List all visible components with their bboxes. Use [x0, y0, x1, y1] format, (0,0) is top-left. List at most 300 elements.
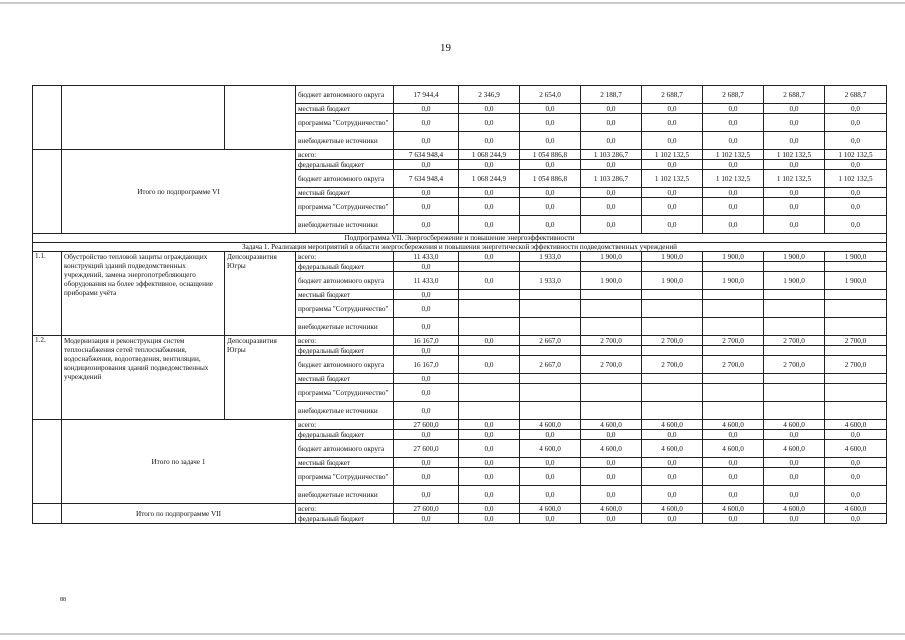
value-cell: 0,0	[642, 216, 703, 234]
value-cell: 0,0	[703, 114, 764, 132]
table-row	[33, 150, 887, 160]
empty-cell	[703, 290, 764, 300]
value-cell: 0,0	[764, 132, 825, 150]
value-cell: 0,0	[394, 104, 459, 114]
value-cell: 0,0	[642, 486, 703, 504]
value-cell: 0,0	[394, 300, 459, 318]
value-cell: 0,0	[459, 356, 520, 374]
value-cell: 0,0	[825, 216, 887, 234]
source-label: местный бюджет	[296, 188, 394, 198]
value-cell: 4 600,0	[520, 504, 581, 514]
value-cell: 0,0	[703, 132, 764, 150]
table-row	[33, 234, 887, 243]
value-cell: 0,0	[394, 132, 459, 150]
value-cell: 0,0	[394, 346, 459, 356]
empty-cell	[581, 318, 642, 336]
value-cell: 2 654,0	[520, 86, 581, 104]
empty-cell	[703, 300, 764, 318]
value-cell: 0,0	[520, 104, 581, 114]
value-cell: 1 900,0	[581, 272, 642, 290]
value-cell: 0,0	[394, 384, 459, 402]
value-cell: 0,0	[703, 468, 764, 486]
empty-cell	[459, 300, 520, 318]
scan-edge-bottom	[0, 633, 905, 635]
value-cell: 4 600,0	[520, 440, 581, 458]
empty-cell	[581, 290, 642, 300]
value-cell: 0,0	[394, 318, 459, 336]
value-cell: 1 054 886,8	[520, 170, 581, 188]
value-cell: 17 944,4	[394, 86, 459, 104]
value-cell: 1 900,0	[703, 252, 764, 262]
value-cell: 2 700,0	[764, 356, 825, 374]
value-cell: 2 667,0	[520, 336, 581, 346]
value-cell: 0,0	[459, 336, 520, 346]
value-cell: 0,0	[459, 430, 520, 440]
empty-cell	[642, 318, 703, 336]
cell-code	[33, 86, 62, 150]
value-cell: 4 600,0	[520, 420, 581, 430]
source-label: внебюджетные источники	[296, 216, 394, 234]
value-cell: 27 600,0	[394, 504, 459, 514]
source-label: местный бюджет	[296, 290, 394, 300]
value-cell: 0,0	[764, 430, 825, 440]
value-cell: 2 688,7	[703, 86, 764, 104]
source-label: бюджет автономного округа	[296, 86, 394, 104]
source-label: всего:	[296, 252, 394, 262]
empty-cell	[459, 384, 520, 402]
cell-title	[62, 86, 225, 150]
value-cell: 0,0	[825, 104, 887, 114]
value-cell: 0,0	[459, 504, 520, 514]
value-cell: 0,0	[703, 458, 764, 468]
value-cell: 1 900,0	[825, 252, 887, 262]
value-cell: 0,0	[642, 104, 703, 114]
value-cell: 0,0	[581, 486, 642, 504]
empty-cell	[520, 262, 581, 272]
value-cell: 2 688,7	[642, 86, 703, 104]
empty-cell	[520, 300, 581, 318]
empty-cell	[642, 290, 703, 300]
value-cell: 0,0	[703, 486, 764, 504]
financing-table	[32, 85, 887, 524]
empty-cell	[764, 262, 825, 272]
value-cell: 0,0	[764, 104, 825, 114]
empty-cell	[764, 290, 825, 300]
value-cell: 2 700,0	[703, 336, 764, 346]
value-cell: 0,0	[520, 188, 581, 198]
value-cell: 2 346,9	[459, 86, 520, 104]
value-cell: 0,0	[459, 216, 520, 234]
value-cell: 0,0	[394, 486, 459, 504]
value-cell: 0,0	[459, 440, 520, 458]
value-cell: 0,0	[394, 430, 459, 440]
empty-cell	[703, 346, 764, 356]
empty-cell	[520, 374, 581, 384]
value-cell: 0,0	[394, 458, 459, 468]
empty-cell	[459, 346, 520, 356]
value-cell: 27 600,0	[394, 420, 459, 430]
value-cell: 0,0	[394, 468, 459, 486]
value-cell: 0,0	[825, 132, 887, 150]
empty-cell	[825, 384, 887, 402]
empty-cell	[642, 402, 703, 420]
value-cell: 4 600,0	[764, 420, 825, 430]
value-cell: 0,0	[764, 198, 825, 216]
cell-code	[33, 504, 62, 524]
total-subprogram-vi-label: Итого по подпрограмме VI	[62, 150, 296, 234]
value-cell: 1 103 286,7	[581, 150, 642, 160]
value-cell: 11 433,0	[394, 272, 459, 290]
source-label: федеральный бюджет	[296, 430, 394, 440]
value-cell: 0,0	[703, 188, 764, 198]
value-cell: 0,0	[764, 216, 825, 234]
value-cell: 1 900,0	[642, 252, 703, 262]
empty-cell	[581, 384, 642, 402]
value-cell: 0,0	[581, 430, 642, 440]
value-cell: 1 103 286,7	[581, 170, 642, 188]
value-cell: 1 102 132,5	[825, 170, 887, 188]
value-cell: 0,0	[642, 514, 703, 524]
source-label: всего:	[296, 336, 394, 346]
value-cell: 0,0	[520, 132, 581, 150]
value-cell: 0,0	[581, 132, 642, 150]
empty-cell	[581, 262, 642, 272]
value-cell: 0,0	[394, 198, 459, 216]
value-cell: 4 600,0	[642, 440, 703, 458]
value-cell: 0,0	[825, 486, 887, 504]
value-cell: 0,0	[825, 114, 887, 132]
empty-cell	[459, 262, 520, 272]
value-cell: 0,0	[459, 198, 520, 216]
scan-edge-top	[0, 2, 905, 4]
source-label: программа "Сотрудничество"	[296, 300, 394, 318]
value-cell: 4 600,0	[581, 504, 642, 514]
source-label: бюджет автономного округа	[296, 170, 394, 188]
value-cell: 4 600,0	[764, 504, 825, 514]
value-cell: 0,0	[394, 216, 459, 234]
value-cell: 4 600,0	[642, 420, 703, 430]
value-cell: 0,0	[825, 468, 887, 486]
value-cell: 0,0	[520, 514, 581, 524]
source-label: бюджет автономного округа	[296, 440, 394, 458]
value-cell: 4 600,0	[703, 504, 764, 514]
source-label: местный бюджет	[296, 374, 394, 384]
empty-cell	[581, 374, 642, 384]
value-cell: 2 700,0	[825, 336, 887, 346]
value-cell: 1 068 244,9	[459, 150, 520, 160]
table-row	[33, 252, 887, 262]
value-cell: 0,0	[459, 188, 520, 198]
value-cell: 0,0	[642, 114, 703, 132]
value-cell: 2 700,0	[642, 356, 703, 374]
empty-cell	[825, 290, 887, 300]
value-cell: 0,0	[581, 104, 642, 114]
value-cell: 4 600,0	[825, 440, 887, 458]
value-cell: 0,0	[459, 420, 520, 430]
empty-cell	[703, 262, 764, 272]
value-cell: 0,0	[642, 132, 703, 150]
value-cell: 0,0	[581, 160, 642, 170]
item-executor: Депсоцразвития Югры	[225, 252, 296, 336]
empty-cell	[703, 402, 764, 420]
source-label: федеральный бюджет	[296, 514, 394, 524]
empty-cell	[520, 318, 581, 336]
value-cell: 0,0	[825, 188, 887, 198]
source-label: федеральный бюджет	[296, 346, 394, 356]
value-cell: 0,0	[394, 114, 459, 132]
empty-cell	[764, 402, 825, 420]
value-cell: 0,0	[764, 114, 825, 132]
value-cell: 0,0	[394, 290, 459, 300]
value-cell: 4 600,0	[825, 420, 887, 430]
value-cell: 4 600,0	[581, 440, 642, 458]
value-cell: 0,0	[581, 458, 642, 468]
value-cell: 4 600,0	[703, 420, 764, 430]
value-cell: 1 900,0	[825, 272, 887, 290]
empty-cell	[825, 374, 887, 384]
empty-cell	[520, 346, 581, 356]
value-cell: 0,0	[825, 198, 887, 216]
value-cell: 0,0	[825, 458, 887, 468]
task-1-heading: Задача 1. Реализация мероприятий в области энергосбережения и повышения энергетической эффективности подведомственных учреждений	[33, 243, 887, 252]
empty-cell	[520, 402, 581, 420]
value-cell: 7 634 948,4	[394, 150, 459, 160]
item-executor: Депсоцразвития Югры	[225, 336, 296, 420]
source-label: внебюджетные источники	[296, 318, 394, 336]
value-cell: 1 900,0	[764, 252, 825, 262]
value-cell: 1 900,0	[642, 272, 703, 290]
cell-executor	[225, 86, 296, 150]
value-cell: 0,0	[703, 430, 764, 440]
value-cell: 2 700,0	[581, 336, 642, 346]
empty-cell	[459, 374, 520, 384]
value-cell: 0,0	[520, 216, 581, 234]
value-cell: 0,0	[703, 514, 764, 524]
value-cell: 2 700,0	[581, 356, 642, 374]
value-cell: 4 600,0	[703, 440, 764, 458]
value-cell: 0,0	[394, 374, 459, 384]
value-cell: 1 102 132,5	[642, 170, 703, 188]
empty-cell	[703, 374, 764, 384]
source-label: внебюджетные источники	[296, 402, 394, 420]
empty-cell	[825, 346, 887, 356]
value-cell: 0,0	[459, 458, 520, 468]
value-cell: 4 600,0	[642, 504, 703, 514]
value-cell: 0,0	[459, 486, 520, 504]
value-cell: 16 167,0	[394, 356, 459, 374]
source-label: всего:	[296, 420, 394, 430]
empty-cell	[825, 300, 887, 318]
empty-cell	[764, 318, 825, 336]
value-cell: 0,0	[581, 216, 642, 234]
value-cell: 0,0	[703, 104, 764, 114]
value-cell: 0,0	[459, 514, 520, 524]
empty-cell	[764, 300, 825, 318]
value-cell: 0,0	[642, 430, 703, 440]
empty-cell	[642, 384, 703, 402]
value-cell: 1 900,0	[703, 272, 764, 290]
empty-cell	[764, 346, 825, 356]
source-label: внебюджетные источники	[296, 486, 394, 504]
value-cell: 1 054 886,8	[520, 150, 581, 160]
value-cell: 0,0	[703, 160, 764, 170]
value-cell: 2 688,7	[764, 86, 825, 104]
value-cell: 2 700,0	[642, 336, 703, 346]
value-cell: 0,0	[825, 430, 887, 440]
item-title: Обустройство тепловой защиты ограждающих конструкций зданий подведомственных учреждений, замена энергопотребляющего оборудования на более эффективное, оснащение приборами учёта	[62, 252, 225, 336]
value-cell: 0,0	[642, 198, 703, 216]
source-label: внебюджетные источники	[296, 132, 394, 150]
cell-code	[33, 150, 62, 234]
total-task-1-label: Итого по задаче 1	[62, 420, 296, 504]
empty-cell	[825, 402, 887, 420]
empty-cell	[825, 262, 887, 272]
value-cell: 0,0	[642, 188, 703, 198]
value-cell: 0,0	[459, 114, 520, 132]
value-cell: 0,0	[520, 160, 581, 170]
source-label: бюджет автономного округа	[296, 272, 394, 290]
value-cell: 0,0	[520, 458, 581, 468]
value-cell: 0,0	[459, 132, 520, 150]
value-cell: 2 188,7	[581, 86, 642, 104]
value-cell: 0,0	[764, 458, 825, 468]
empty-cell	[642, 300, 703, 318]
value-cell: 4 600,0	[764, 440, 825, 458]
value-cell: 2 700,0	[825, 356, 887, 374]
empty-cell	[764, 384, 825, 402]
table-row	[33, 504, 887, 514]
value-cell: 0,0	[520, 468, 581, 486]
value-cell: 0,0	[581, 188, 642, 198]
value-cell: 0,0	[642, 160, 703, 170]
value-cell: 0,0	[459, 252, 520, 262]
value-cell: 1 068 244,9	[459, 170, 520, 188]
value-cell: 0,0	[764, 514, 825, 524]
value-cell: 27 600,0	[394, 440, 459, 458]
value-cell: 0,0	[394, 402, 459, 420]
value-cell: 0,0	[459, 272, 520, 290]
source-label: местный бюджет	[296, 458, 394, 468]
value-cell: 2 700,0	[703, 356, 764, 374]
value-cell: 0,0	[581, 114, 642, 132]
empty-cell	[825, 318, 887, 336]
value-cell: 2 667,0	[520, 356, 581, 374]
value-cell: 1 102 132,5	[764, 170, 825, 188]
item-title: Модернизация и реконструкция систем теплоснабжения сетей теплоснабжения, водоснабжения, водоотведения, вентиляции, кондиционирования зданий подведомственных учреждений	[62, 336, 225, 420]
value-cell: 0,0	[764, 160, 825, 170]
value-cell: 1 102 132,5	[642, 150, 703, 160]
value-cell: 2 700,0	[764, 336, 825, 346]
value-cell: 0,0	[520, 486, 581, 504]
source-label: программа "Сотрудничество"	[296, 198, 394, 216]
value-cell: 0,0	[703, 216, 764, 234]
value-cell: 1 102 132,5	[764, 150, 825, 160]
empty-cell	[642, 374, 703, 384]
value-cell: 0,0	[459, 468, 520, 486]
value-cell: 0,0	[520, 114, 581, 132]
value-cell: 0,0	[703, 198, 764, 216]
value-cell: 0,0	[642, 458, 703, 468]
value-cell: 1 102 132,5	[703, 150, 764, 160]
cell-code	[33, 420, 62, 504]
subprogram-vii-heading: Подпрограмма VII. Энергосбережение и повышение энергоэффективности	[33, 234, 887, 243]
value-cell: 1 102 132,5	[825, 150, 887, 160]
value-cell: 7 634 948,4	[394, 170, 459, 188]
source-label: программа "Сотрудничество"	[296, 114, 394, 132]
page-number: 19	[440, 42, 451, 54]
source-label: всего:	[296, 504, 394, 514]
empty-cell	[642, 262, 703, 272]
value-cell: 0,0	[581, 198, 642, 216]
value-cell: 1 900,0	[764, 272, 825, 290]
value-cell: 0,0	[581, 514, 642, 524]
table-row	[33, 243, 887, 252]
footer-mark: 88	[60, 597, 66, 603]
value-cell: 1 933,0	[520, 272, 581, 290]
empty-cell	[459, 402, 520, 420]
value-cell: 0,0	[520, 198, 581, 216]
value-cell: 0,0	[394, 188, 459, 198]
value-cell: 4 600,0	[581, 420, 642, 430]
empty-cell	[764, 374, 825, 384]
total-subprogram-vii-label: Итого по подпрограмме VII	[62, 504, 296, 524]
empty-cell	[459, 290, 520, 300]
value-cell: 0,0	[459, 104, 520, 114]
source-label: программа "Сотрудничество"	[296, 468, 394, 486]
value-cell: 1 102 132,5	[703, 170, 764, 188]
value-cell: 0,0	[394, 262, 459, 272]
empty-cell	[520, 290, 581, 300]
value-cell: 0,0	[581, 468, 642, 486]
empty-cell	[581, 300, 642, 318]
empty-cell	[581, 402, 642, 420]
value-cell: 11 433,0	[394, 252, 459, 262]
source-label: программа "Сотрудничество"	[296, 384, 394, 402]
empty-cell	[459, 318, 520, 336]
source-label: местный бюджет	[296, 104, 394, 114]
source-label: федеральный бюджет	[296, 160, 394, 170]
empty-cell	[703, 318, 764, 336]
value-cell: 0,0	[520, 430, 581, 440]
source-label: всего:	[296, 150, 394, 160]
value-cell: 0,0	[764, 486, 825, 504]
value-cell: 16 167,0	[394, 336, 459, 346]
empty-cell	[581, 346, 642, 356]
value-cell: 1 900,0	[581, 252, 642, 262]
empty-cell	[642, 346, 703, 356]
value-cell: 0,0	[825, 160, 887, 170]
value-cell: 0,0	[394, 514, 459, 524]
value-cell: 2 688,7	[825, 86, 887, 104]
value-cell: 0,0	[642, 468, 703, 486]
value-cell: 0,0	[764, 188, 825, 198]
table-row	[33, 336, 887, 346]
table-row	[33, 86, 887, 104]
value-cell: 4 600,0	[825, 504, 887, 514]
source-label: федеральный бюджет	[296, 262, 394, 272]
value-cell: 1 933,0	[520, 252, 581, 262]
empty-cell	[703, 384, 764, 402]
source-label: бюджет автономного округа	[296, 356, 394, 374]
item-code: 1.2.	[33, 336, 62, 420]
value-cell: 0,0	[825, 514, 887, 524]
empty-cell	[520, 384, 581, 402]
value-cell: 0,0	[394, 160, 459, 170]
table-row	[33, 420, 887, 430]
value-cell: 0,0	[764, 468, 825, 486]
value-cell: 0,0	[459, 160, 520, 170]
item-code: 1.1.	[33, 252, 62, 336]
